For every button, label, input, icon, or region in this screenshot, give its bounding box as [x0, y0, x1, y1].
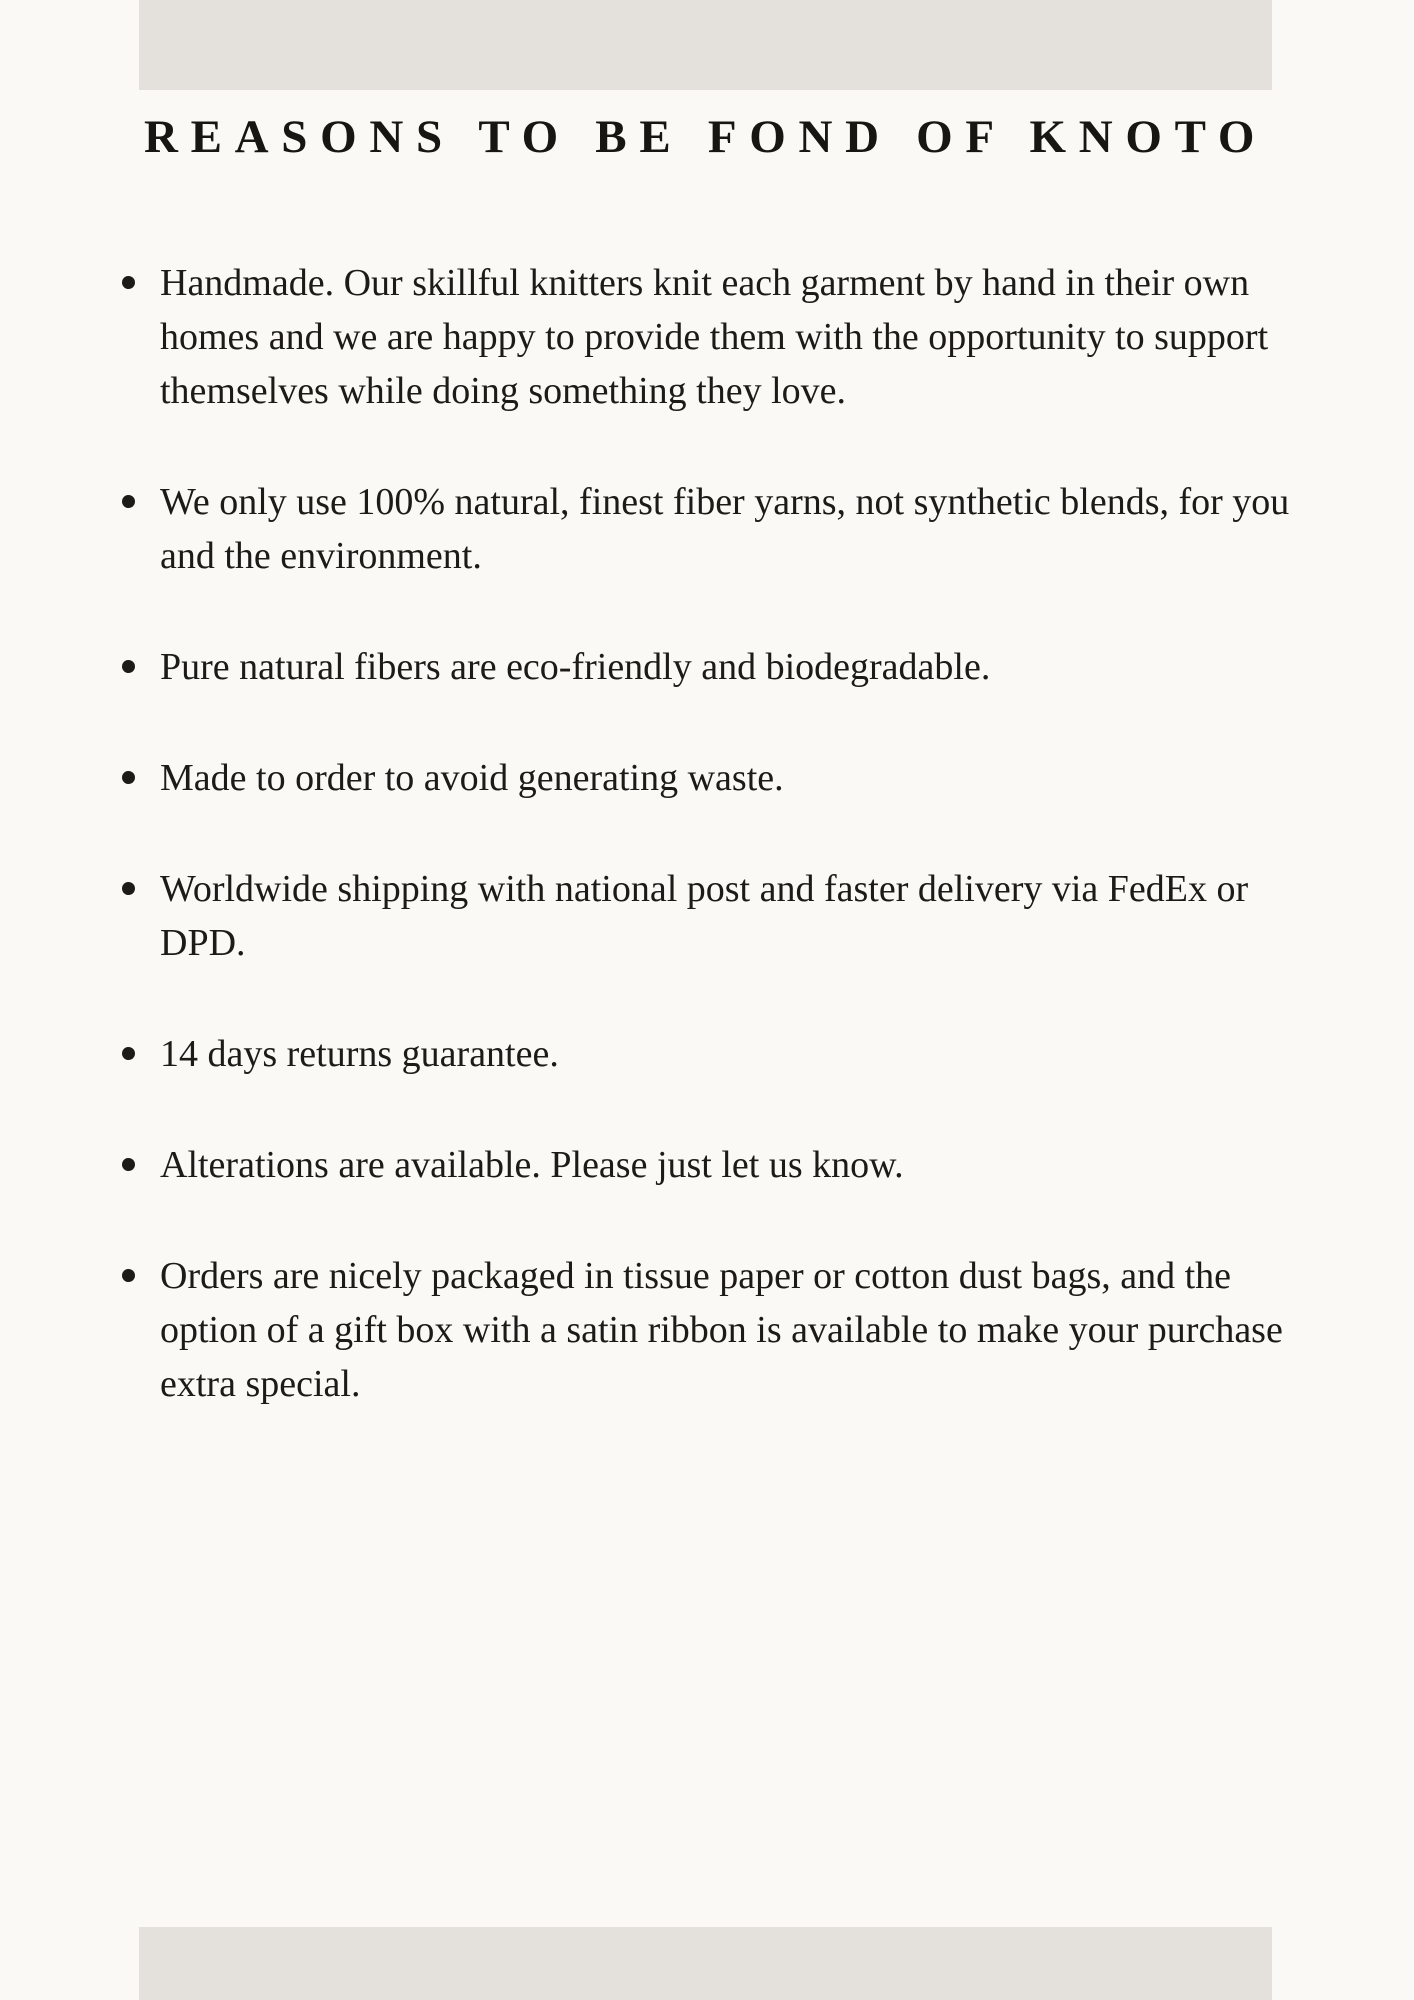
list-item	[122, 751, 1332, 805]
list-item	[122, 862, 1332, 970]
reasons-list	[122, 256, 1332, 1411]
list-item-text: Pure natural fibers are eco-friendly and biodegradable.	[160, 646, 991, 689]
top-banner	[139, 0, 1272, 90]
list-item-text: Worldwide shipping with national post and faster delivery via FedEx or DPD.	[160, 868, 1249, 965]
list-item	[122, 256, 1332, 418]
bullet-icon	[122, 1047, 135, 1060]
bullet-icon	[122, 276, 135, 289]
bullet-icon	[122, 495, 135, 508]
bullet-icon	[122, 882, 135, 895]
list-item-text: Alterations are available. Please just let us know.	[160, 1144, 904, 1187]
list-item-text: Orders are nicely packaged in tissue paper or cotton dust bags, and the option of a gift box with a satin ribbon is available to make your purchase extra special.	[160, 1255, 1283, 1406]
list-item	[122, 1027, 1332, 1081]
list-item	[122, 475, 1332, 583]
page-content	[144, 110, 1344, 1411]
bullet-icon	[122, 1269, 135, 1282]
bottom-banner	[139, 1927, 1272, 2000]
list-item-text: Handmade. Our skillful knitters knit each garment by hand in their own homes and we are happy to provide them with the opportunity to support themselves while doing something they love.	[160, 262, 1269, 413]
bullet-icon	[122, 771, 135, 784]
list-item-text: 14 days returns guarantee.	[160, 1033, 559, 1076]
list-item	[122, 1249, 1332, 1411]
list-item	[122, 1138, 1332, 1192]
bullet-icon	[122, 660, 135, 673]
list-item-text: Made to order to avoid generating waste.	[160, 757, 784, 800]
page-title: REASONS TO BE FOND OF KNOTO	[144, 111, 1268, 163]
bullet-icon	[122, 1158, 135, 1171]
list-item	[122, 640, 1332, 694]
list-item-text: We only use 100% natural, finest fiber yarns, not synthetic blends, for you and the environment.	[160, 481, 1290, 578]
